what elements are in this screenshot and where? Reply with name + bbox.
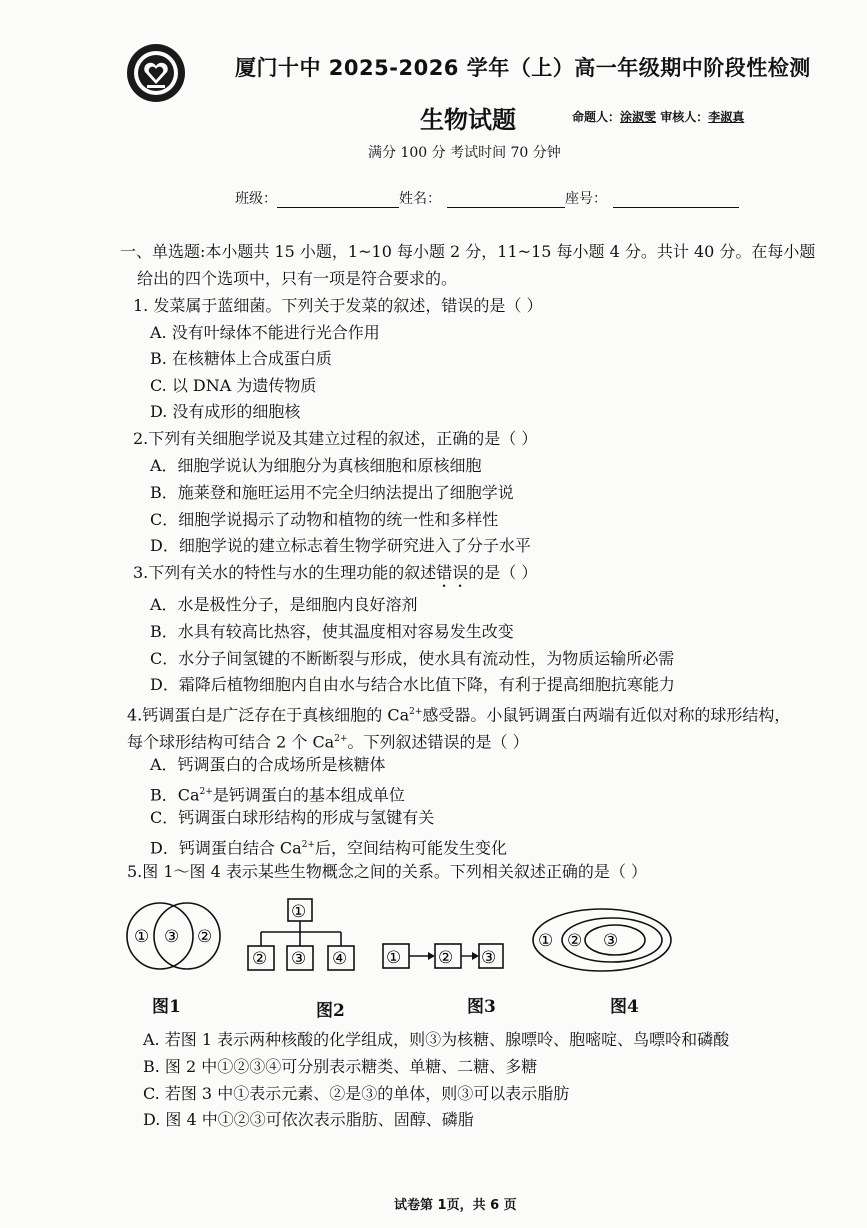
ca-superscript: 2+ — [301, 840, 315, 850]
fig1-label-3: ③ — [164, 927, 180, 947]
q4-stem2-pre: 每个球形结构可结合 2 个 Ca — [127, 732, 335, 752]
fig2-label-2: ② — [252, 949, 268, 969]
authors-line — [572, 108, 744, 125]
q4-d-pre: D．钙调蛋白结合 Ca — [150, 838, 302, 858]
question-4-stem-2 — [127, 729, 529, 752]
q4-option-b[interactable] — [150, 782, 405, 805]
fig2-label-3: ③ — [291, 949, 307, 969]
q5-option-c[interactable]: C. 若图 3 中①表示元素、②是③的单体，则③可以表示脂肪 — [143, 1084, 570, 1103]
q4-option-c[interactable]: C．钙调蛋白球形结构的形成与氢键有关 — [150, 808, 435, 827]
fig4-label-3: ③ — [603, 931, 619, 951]
school-logo — [125, 42, 187, 104]
name-label: 姓名： — [399, 191, 441, 207]
q1-option-a[interactable]: A. 没有叶绿体不能进行光合作用 — [150, 323, 380, 342]
q2-option-a[interactable]: A．细胞学说认为细胞分为真核细胞和原核细胞 — [150, 456, 482, 475]
figure-2-caption: 图2 — [316, 1001, 345, 1021]
q3-option-b[interactable]: B．水具有较高比热容，使其温度相对容易发生改变 — [150, 622, 514, 641]
q4-d-post: 后，空间结构可能发生变化 — [314, 838, 507, 858]
fig4-label-1: ① — [538, 931, 554, 951]
score-time-line: 满分 100 分 考试时间 70 分钟 — [368, 145, 561, 161]
q5-option-d[interactable]: D. 图 4 中①②③可依次表示脂肪、固醇、磷脂 — [143, 1110, 474, 1129]
fig2-label-4: ④ — [332, 949, 348, 969]
figure-4-nested — [530, 906, 674, 974]
student-info-line — [235, 188, 739, 208]
fig3-label-1: ① — [386, 948, 402, 968]
q4-b-pre: B．Ca — [150, 785, 200, 805]
fig2-label-1: ① — [291, 902, 307, 922]
q3-option-c[interactable]: C．水分子间氢键的不断断裂与形成，使水具有流动性，为物质运输所必需 — [150, 649, 675, 668]
fig3-label-2: ② — [438, 948, 454, 968]
seat-label: 座号： — [565, 191, 607, 207]
ca-superscript: 2+ — [199, 787, 213, 797]
author-label: 命题人： — [572, 110, 621, 124]
question-4-stem-1 — [127, 702, 790, 725]
figure-1-venn — [125, 896, 225, 976]
subject-title: 生物试题 — [420, 106, 516, 134]
q3-stem-emphasis: 错误 — [436, 563, 469, 582]
section-heading-2: 给出的四个选项中，只有一项是符合要求的。 — [137, 269, 458, 288]
ca-superscript: 2+ — [409, 707, 423, 717]
q4-option-d[interactable] — [150, 835, 507, 858]
name-field[interactable] — [447, 193, 565, 208]
class-field[interactable] — [277, 193, 399, 208]
q4-stem1-pre: 4.钙调蛋白是广泛存在于真核细胞的 Ca — [127, 705, 410, 725]
q3-stem-post: 的是（ ） — [468, 563, 538, 582]
q4-stem1-post: 感受器。小鼠钙调蛋白两端有近似对称的球形结构， — [422, 705, 791, 725]
q4-b-post: 是钙调蛋白的基本组成单位 — [212, 785, 405, 805]
q3-option-d[interactable]: D．霜降后植物细胞内自由水与结合水比值下降，有利于提高细胞抗寒能力 — [150, 675, 675, 694]
q2-option-d[interactable]: D．细胞学说的建立标志着生物学研究进入了分子水平 — [150, 536, 531, 555]
ca-superscript: 2+ — [334, 734, 348, 744]
q4-option-a[interactable]: A．钙调蛋白的合成场所是核糖体 — [150, 755, 386, 774]
q5-option-b[interactable]: B. 图 2 中①②③④可分别表示糖类、单糖、二糖、多糖 — [143, 1057, 538, 1076]
author-name: 涂淑雯 — [620, 110, 657, 124]
reviewer-label: 审核人： — [660, 110, 709, 124]
question-1-stem: 1. 发菜属于蓝细菌。下列关于发菜的叙述，错误的是（ ） — [133, 296, 543, 315]
q5-option-a[interactable]: A. 若图 1 表示两种核酸的化学组成，则③为核糖、腺嘌呤、胞嘧啶、鸟嘌呤和磷酸 — [143, 1030, 730, 1049]
q2-option-b[interactable]: B．施莱登和施旺运用不完全归纳法提出了细胞学说 — [150, 483, 514, 502]
q4-stem2-post: 。下列叙述错误的是（ ） — [347, 732, 529, 752]
figure-3-chain — [380, 938, 506, 974]
q3-option-a[interactable]: A．水是极性分子，是细胞内良好溶剂 — [150, 595, 418, 614]
fig3-label-3: ③ — [481, 948, 497, 968]
seat-field[interactable] — [613, 193, 739, 208]
fig1-label-1: ① — [134, 927, 150, 947]
fig1-label-2: ② — [197, 927, 213, 947]
q1-option-d[interactable]: D. 没有成形的细胞核 — [150, 402, 301, 421]
question-3-stem — [133, 563, 537, 591]
q3-stem-pre: 3.下列有关水的特性与水的生理功能的叙述 — [133, 563, 437, 582]
reviewer-name: 李淑真 — [708, 110, 745, 124]
q1-option-b[interactable]: B. 在核糖体上合成蛋白质 — [150, 349, 332, 368]
figure-2-tree — [243, 896, 359, 978]
q2-option-c[interactable]: C．细胞学说揭示了动物和植物的统一性和多样性 — [150, 510, 499, 529]
q1-option-c[interactable]: C. 以 DNA 为遗传物质 — [150, 376, 317, 395]
question-5-stem: 5.图 1～图 4 表示某些生物概念之间的关系。下列相关叙述正确的是（ ） — [127, 862, 647, 881]
figure-1-caption: 图1 — [152, 997, 181, 1017]
exam-title: 厦门十中 2025-2026 学年（上）高一年级期中阶段性检测 — [235, 56, 811, 80]
page-footer: 试卷第 1页，共 6 页 — [394, 1198, 517, 1213]
section-heading: 一、单选题:本小题共 15 小题，1~10 每小题 2 分，11~15 每小题 4 分。共计 40 分。在每小题 — [120, 242, 816, 261]
figure-4-caption: 图4 — [610, 997, 639, 1017]
class-label: 班级： — [235, 191, 277, 207]
fig4-label-2: ② — [567, 931, 583, 951]
question-2-stem: 2.下列有关细胞学说及其建立过程的叙述，正确的是（ ） — [133, 429, 538, 448]
figure-3-caption: 图3 — [467, 997, 496, 1017]
